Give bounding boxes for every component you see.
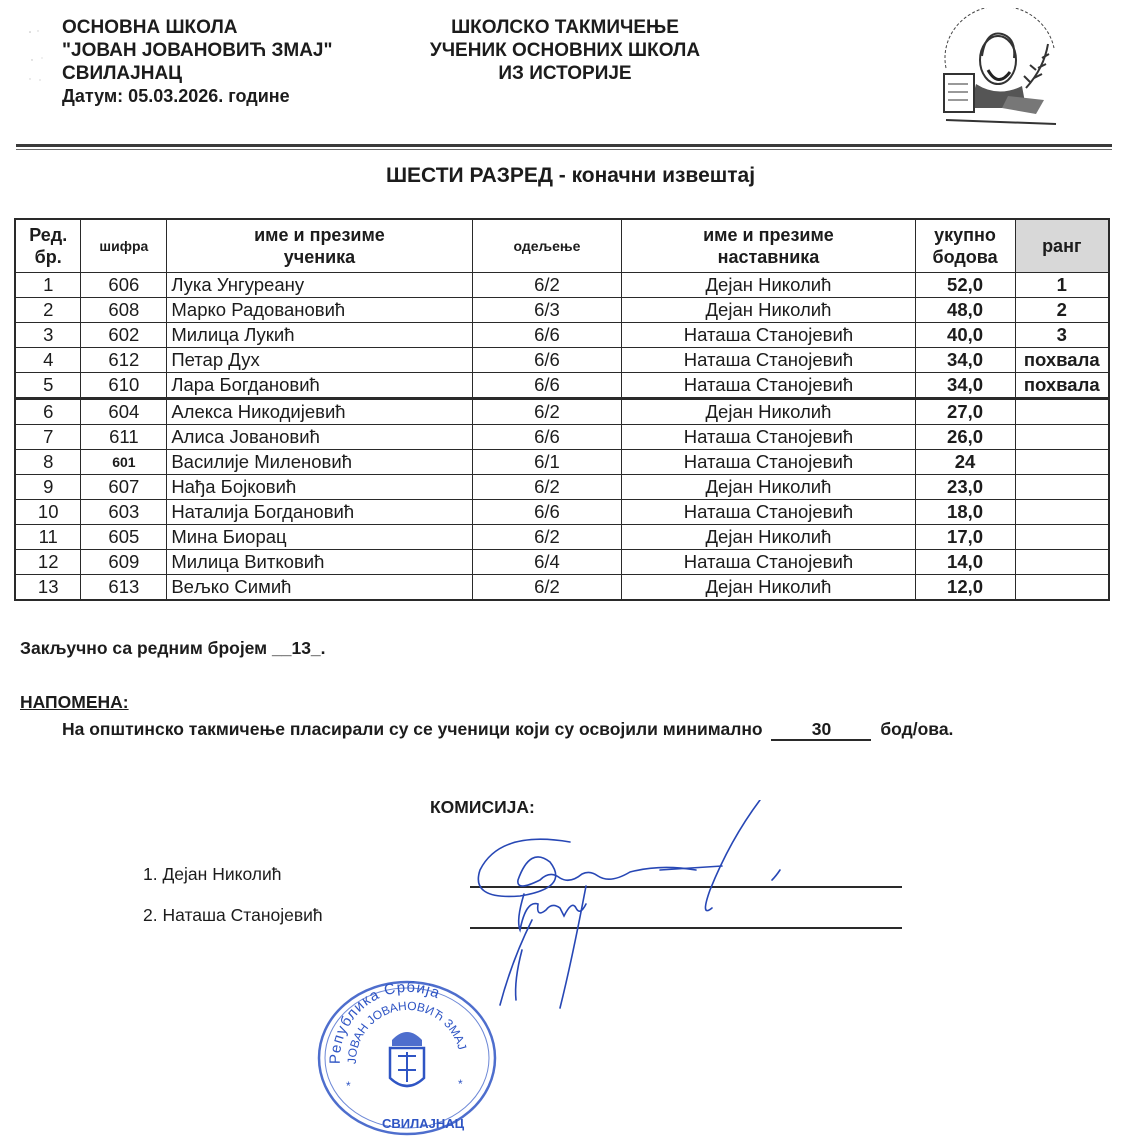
table-row	[15, 373, 1109, 399]
cell-rank	[1015, 550, 1109, 575]
cell-points: 52,0	[915, 273, 1015, 298]
cell-no: 2	[15, 298, 81, 323]
cell-class: 6/6	[472, 348, 622, 373]
table-row	[15, 298, 1109, 323]
cell-points: 18,0	[915, 500, 1015, 525]
cell-class: 6/6	[472, 500, 622, 525]
competition-line-2: УЧЕНИК ОСНОВНИХ ШКОЛА	[429, 40, 701, 61]
cell-rank: 1	[1015, 273, 1109, 298]
report-date: Датум: 05.03.2026. године	[62, 86, 290, 106]
cell-code: 605	[81, 525, 167, 550]
table-row	[15, 475, 1109, 500]
cell-teacher: Дејан Николић	[622, 399, 915, 425]
cell-student: Нађа Бојковић	[167, 475, 472, 500]
cell-class: 6/6	[472, 373, 622, 399]
cell-points: 26,0	[915, 425, 1015, 450]
svg-text:*: *	[346, 1079, 351, 1093]
cell-no: 7	[15, 425, 81, 450]
header-text: ученика	[283, 247, 356, 267]
cell-student: Вељко Симић	[167, 575, 472, 601]
cell-no: 1	[15, 273, 81, 298]
cell-code: 609	[81, 550, 167, 575]
commission-member-1: 1. Дејан Николић	[143, 864, 282, 884]
cell-rank: 3	[1015, 323, 1109, 348]
cell-student: Милица Витковић	[167, 550, 472, 575]
cell-points: 14,0	[915, 550, 1015, 575]
table-row	[15, 575, 1109, 601]
cell-rank: похвала	[1015, 373, 1109, 399]
header-text: укупно	[934, 225, 996, 245]
cell-rank	[1015, 525, 1109, 550]
official-stamp-icon	[312, 960, 502, 1138]
cell-code: 610	[81, 373, 167, 399]
cell-code: 601	[81, 450, 167, 475]
column-header-no	[15, 219, 81, 273]
header-text: одељење	[513, 238, 581, 254]
cell-no: 6	[15, 399, 81, 425]
cell-code: 608	[81, 298, 167, 323]
school-type: ОСНОВНА ШКОЛА	[62, 17, 238, 38]
table-row	[15, 450, 1109, 475]
cell-no: 10	[15, 500, 81, 525]
cell-student: Василије Миленовић	[167, 450, 472, 475]
competition-info	[400, 16, 730, 85]
cell-class: 6/6	[472, 425, 622, 450]
table-row	[15, 550, 1109, 575]
table-row	[15, 323, 1109, 348]
note-label: НАПОМЕНА:	[20, 692, 129, 712]
header-divider-thin	[16, 149, 1112, 150]
header-divider	[16, 144, 1112, 147]
column-header-student	[167, 219, 472, 273]
cell-no: 3	[15, 323, 81, 348]
header-text: ранг	[1042, 236, 1082, 256]
cell-teacher: Наташа Станојевић	[622, 373, 915, 399]
cell-no: 12	[15, 550, 81, 575]
column-header-teacher	[622, 219, 915, 273]
competition-line-1: ШКОЛСКО ТАКМИЧЕЊЕ	[451, 17, 679, 38]
cell-class: 6/1	[472, 450, 622, 475]
cell-points: 27,0	[915, 399, 1015, 425]
cell-code: 604	[81, 399, 167, 425]
cell-rank	[1015, 425, 1109, 450]
cell-rank	[1015, 399, 1109, 425]
header-text: Ред.	[29, 225, 68, 245]
cell-student: Милица Лукић	[167, 323, 472, 348]
cell-no: 8	[15, 450, 81, 475]
header-text: име и презиме	[703, 225, 834, 245]
scan-specks	[24, 22, 54, 92]
school-info	[62, 16, 333, 108]
page-title: ШЕСТИ РАЗРЕД - коначни извештај	[385, 164, 756, 187]
cell-class: 6/3	[472, 298, 622, 323]
cell-rank: похвала	[1015, 348, 1109, 373]
cell-rank	[1015, 475, 1109, 500]
cell-rank: 2	[1015, 298, 1109, 323]
header-text: наставника	[717, 247, 820, 267]
cell-student: Лара Богдановић	[167, 373, 472, 399]
cell-code: 607	[81, 475, 167, 500]
cell-points: 40,0	[915, 323, 1015, 348]
column-header-rank	[1015, 219, 1109, 273]
school-town: СВИЛАЈНАЦ	[62, 63, 183, 84]
cell-rank	[1015, 450, 1109, 475]
cell-code: 603	[81, 500, 167, 525]
table-row	[15, 425, 1109, 450]
cell-teacher: Дејан Николић	[622, 273, 915, 298]
cell-class: 6/2	[472, 273, 622, 298]
cell-class: 6/2	[472, 575, 622, 601]
note-text	[62, 719, 953, 741]
competition-line-3: ИЗ ИСТОРИЈЕ	[498, 63, 632, 84]
cell-no: 11	[15, 525, 81, 550]
cell-teacher: Наташа Станојевић	[622, 500, 915, 525]
cell-teacher: Дејан Николић	[622, 475, 915, 500]
note-text-before: На општинско такмичење пласирали су се ученици који су освојили минимално	[62, 719, 763, 739]
table-header-row	[15, 219, 1109, 273]
cell-no: 4	[15, 348, 81, 373]
cell-student: Алиса Јовановић	[167, 425, 472, 450]
table-row	[15, 348, 1109, 373]
cell-points: 23,0	[915, 475, 1015, 500]
header-text: шифра	[99, 238, 149, 254]
header-text: бр.	[34, 247, 62, 267]
signatures-icon	[460, 800, 800, 1010]
stamp-town-text: СВИЛАЈНАЦ	[382, 1116, 465, 1131]
header-text: бодова	[932, 247, 998, 267]
cell-class: 6/2	[472, 475, 622, 500]
table-row	[15, 500, 1109, 525]
cell-points: 48,0	[915, 298, 1015, 323]
cell-class: 6/2	[472, 525, 622, 550]
cell-code: 606	[81, 273, 167, 298]
cell-class: 6/2	[472, 399, 622, 425]
cell-no: 9	[15, 475, 81, 500]
school-emblem-icon	[926, 8, 1076, 128]
cell-code: 602	[81, 323, 167, 348]
cell-no: 5	[15, 373, 81, 399]
cell-code: 612	[81, 348, 167, 373]
cell-teacher: Наташа Станојевић	[622, 323, 915, 348]
cell-teacher: Наташа Станојевић	[622, 348, 915, 373]
results-table	[14, 218, 1110, 601]
cell-no: 13	[15, 575, 81, 601]
cell-rank	[1015, 500, 1109, 525]
cell-rank	[1015, 575, 1109, 601]
cell-teacher: Дејан Николић	[622, 298, 915, 323]
table-row	[15, 399, 1109, 425]
stamp-outer-text: Република Србија	[326, 978, 443, 1065]
cell-teacher: Наташа Станојевић	[622, 550, 915, 575]
school-name: "ЈОВАН ЈОВАНОВИЋ ЗМАЈ"	[62, 40, 333, 61]
cell-student: Марко Радовановић	[167, 298, 472, 323]
note-text-after: бод/ова.	[880, 719, 954, 739]
table-row	[15, 273, 1109, 298]
column-header-code	[81, 219, 167, 273]
note-min-points: 30	[771, 719, 871, 741]
cell-teacher: Наташа Станојевић	[622, 425, 915, 450]
cell-student: Мина Биорац	[167, 525, 472, 550]
cell-points: 24	[915, 450, 1015, 475]
cell-points: 34,0	[915, 348, 1015, 373]
cell-points: 34,0	[915, 373, 1015, 399]
cell-code: 613	[81, 575, 167, 601]
cell-student: Алекса Никодијевић	[167, 399, 472, 425]
cell-points: 12,0	[915, 575, 1015, 601]
svg-text:Република Србија	[327, 979, 443, 1064]
column-header-class	[472, 219, 622, 273]
table-row	[15, 525, 1109, 550]
closing-statement: Закључно са редним бројем __13_.	[20, 638, 326, 658]
cell-teacher: Дејан Николић	[622, 525, 915, 550]
cell-code: 611	[81, 425, 167, 450]
header-text: име и презиме	[254, 225, 385, 245]
cell-student: Лука Унгуреану	[167, 273, 472, 298]
cell-teacher: Наташа Станојевић	[622, 450, 915, 475]
cell-student: Наталија Богдановић	[167, 500, 472, 525]
cell-class: 6/4	[472, 550, 622, 575]
commission-label: КОМИСИЈА:	[430, 797, 535, 817]
svg-text:*: *	[458, 1077, 463, 1091]
cell-points: 17,0	[915, 525, 1015, 550]
stamp-school-text: ЈОВАН ЈОВАНОВИЋ ЗМАЈ	[344, 998, 470, 1065]
cell-student: Петар Дух	[167, 348, 472, 373]
column-header-points	[915, 219, 1015, 273]
cell-teacher: Дејан Николић	[622, 575, 915, 601]
cell-class: 6/6	[472, 323, 622, 348]
commission-member-2: 2. Наташа Станојевић	[143, 905, 323, 925]
